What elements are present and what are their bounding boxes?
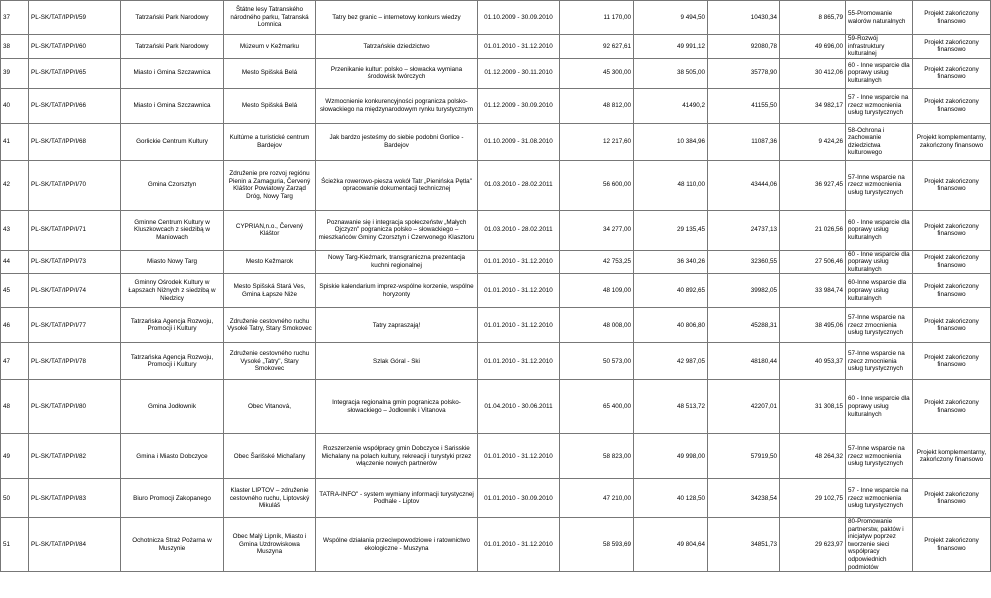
- contracted-amount: 45288,31: [708, 308, 780, 343]
- row-number: 43: [1, 210, 29, 250]
- project-id: PL-SK/TAT/IPP/I/84: [29, 518, 121, 572]
- project-id: PL-SK/TAT/IPP/I/82: [29, 434, 121, 479]
- cross-border-partner: CYPRIAN,n.o., Červený Kláštor: [224, 210, 316, 250]
- cross-border-partner: Obec Malý Lipník, Miasto i Gmina Uzdrowiskowa Muszyna: [224, 518, 316, 572]
- intervention-category: 60 - Inne wsparcie dla poprawy usług kulturalnych: [846, 58, 913, 88]
- total-value: 65 400,00: [560, 380, 634, 434]
- cross-border-partner: Združenie cestovného ruchu Vysoké „Tatry", Stary Smokovec: [224, 343, 316, 380]
- contracted-amount: 34238,54: [708, 479, 780, 518]
- intervention-category: 59-Rozwój infrastruktury kulturalnej: [846, 35, 913, 59]
- intervention-category: 60 - Inne wsparcie dla poprawy usług kulturalnych: [846, 210, 913, 250]
- intervention-category: 57-Inne wsparcie na rzecz zmocnienia usług turystycznych: [846, 343, 913, 380]
- row-number: 41: [1, 123, 29, 160]
- lead-partner: Miasto i Gmina Szczawnica: [121, 58, 224, 88]
- project-status: Projekt zakończony finansowo: [913, 250, 991, 274]
- efrr-amount: 48 513,72: [634, 380, 708, 434]
- paid-amount: 8 865,79: [780, 1, 846, 35]
- project-dates: 01.01.2010 - 31.12.2010: [478, 434, 560, 479]
- project-title: Wspólne działania przeciwpowodziowe i ratownictwo ekologiczne - Muszyna: [316, 518, 478, 572]
- table-row: [1, 434, 991, 479]
- project-title: Integracja regionalna gmin pogranicza polsko-słowackiego – Jodłownik i Vitanova: [316, 380, 478, 434]
- project-dates: 01.04.2010 - 30.06.2011: [478, 380, 560, 434]
- paid-amount: 38 495,06: [780, 308, 846, 343]
- project-status: Projekt komplementarny, zakończony finansowo: [913, 123, 991, 160]
- row-number: 38: [1, 35, 29, 59]
- table-row: [1, 88, 991, 123]
- project-title: Szlak Góral - Ski: [316, 343, 478, 380]
- cross-border-partner: Mesto Kežmarok: [224, 250, 316, 274]
- project-id: PL-SK/TAT/IPP/I/73: [29, 250, 121, 274]
- efrr-amount: 49 998,00: [634, 434, 708, 479]
- efrr-amount: 40 128,50: [634, 479, 708, 518]
- intervention-category: 57 - Inne wsparcie na rzecz wzmocnienia usług turystycznych: [846, 88, 913, 123]
- row-number: 46: [1, 308, 29, 343]
- total-value: 34 277,00: [560, 210, 634, 250]
- efrr-amount: 9 494,50: [634, 1, 708, 35]
- efrr-amount: 29 135,45: [634, 210, 708, 250]
- project-dates: 01.10.2009 - 30.09.2010: [478, 1, 560, 35]
- total-value: 12 217,60: [560, 123, 634, 160]
- efrr-amount: 49 804,64: [634, 518, 708, 572]
- contracted-amount: 32360,55: [708, 250, 780, 274]
- project-id: PL-SK/TAT/IPP/I/74: [29, 274, 121, 308]
- project-dates: 01.12.2009 - 30.11.2010: [478, 58, 560, 88]
- project-title: Tatry zapraszają!: [316, 308, 478, 343]
- contracted-amount: 10430,34: [708, 1, 780, 35]
- contracted-amount: 43444,06: [708, 160, 780, 210]
- total-value: 50 573,00: [560, 343, 634, 380]
- paid-amount: 48 264,32: [780, 434, 846, 479]
- table-row: [1, 35, 991, 59]
- project-dates: 01.01.2010 - 31.12.2010: [478, 35, 560, 59]
- cross-border-partner: Mesto Spišská Belá: [224, 88, 316, 123]
- total-value: 48 812,00: [560, 88, 634, 123]
- row-number: 49: [1, 434, 29, 479]
- project-title: TATRA-INFO" - system wymiany informacji turystycznej Podhale - Liptov: [316, 479, 478, 518]
- contracted-amount: 35778,90: [708, 58, 780, 88]
- total-value: 11 170,00: [560, 1, 634, 35]
- table-row: [1, 250, 991, 274]
- cross-border-partner: Klaster LIPTOV – združenie cestovného ruchu, Liptovský Mikuláš: [224, 479, 316, 518]
- table-row: [1, 380, 991, 434]
- project-status: Projekt zakończony finansowo: [913, 88, 991, 123]
- efrr-amount: 10 384,96: [634, 123, 708, 160]
- intervention-category: 57-Inne wsparcie na rzecz wzmocnienia usług turystycznych: [846, 160, 913, 210]
- project-id: PL-SK/TAT/IPP/I/66: [29, 88, 121, 123]
- paid-amount: 9 424,26: [780, 123, 846, 160]
- project-title: Tatry bez granic – internetowy konkurs wiedzy: [316, 1, 478, 35]
- total-value: 58 593,69: [560, 518, 634, 572]
- contracted-amount: 39982,05: [708, 274, 780, 308]
- project-title: Rozszerzenie współpracy gmin Dobczyce i Sarisskie Michalany na polach kultury, rekreacji i turystyki przez włączenie nowych partnerów: [316, 434, 478, 479]
- lead-partner: Ochotnicza Straż Pożarna w Muszynie: [121, 518, 224, 572]
- row-number: 37: [1, 1, 29, 35]
- intervention-category: 57-Inne wsparcie na rzecz wzmocnienia usług turystycznych: [846, 434, 913, 479]
- project-id: PL-SK/TAT/IPP/I/59: [29, 1, 121, 35]
- intervention-category: 60 - Inne wsparcie dla poprawy usług kulturalnych: [846, 250, 913, 274]
- row-number: 44: [1, 250, 29, 274]
- intervention-category: 57 - Inne wsparcie na rzecz wzmocnienia usług turystycznych: [846, 479, 913, 518]
- row-number: 40: [1, 88, 29, 123]
- lead-partner: Tatrzańska Agencja Rozwoju, Promocji i Kultury: [121, 343, 224, 380]
- paid-amount: 29 102,75: [780, 479, 846, 518]
- project-dates: 01.01.2010 - 31.12.2010: [478, 274, 560, 308]
- row-number: 48: [1, 380, 29, 434]
- contracted-amount: 41155,50: [708, 88, 780, 123]
- projects-table-body: [1, 1, 991, 572]
- project-status: Projekt zakończony finansowo: [913, 343, 991, 380]
- table-row: [1, 123, 991, 160]
- project-status: Projekt zakończony finansowo: [913, 479, 991, 518]
- table-row: [1, 58, 991, 88]
- row-number: 45: [1, 274, 29, 308]
- row-number: 50: [1, 479, 29, 518]
- project-dates: 01.12.2009 - 30.09.2010: [478, 88, 560, 123]
- paid-amount: 21 026,56: [780, 210, 846, 250]
- efrr-amount: 40 892,65: [634, 274, 708, 308]
- project-dates: 01.03.2010 - 28.02.2011: [478, 210, 560, 250]
- project-id: PL-SK/TAT/IPP/I/77: [29, 308, 121, 343]
- lead-partner: Gorlickie Centrum Kultury: [121, 123, 224, 160]
- contracted-amount: 48180,44: [708, 343, 780, 380]
- efrr-amount: 38 505,00: [634, 58, 708, 88]
- contracted-amount: 24737,13: [708, 210, 780, 250]
- efrr-amount: 36 340,26: [634, 250, 708, 274]
- paid-amount: 40 953,37: [780, 343, 846, 380]
- paid-amount: 29 623,97: [780, 518, 846, 572]
- intervention-category: 80-Promowanie partnerstw, paktów i inicjatyw poprzez tworzenie sieci współpracy odpowiednich podmiotów: [846, 518, 913, 572]
- project-dates: 01.10.2009 - 31.08.2010: [478, 123, 560, 160]
- contracted-amount: 42207,01: [708, 380, 780, 434]
- project-status: Projekt zakończony finansowo: [913, 518, 991, 572]
- efrr-amount: 42 987,05: [634, 343, 708, 380]
- project-dates: 01.01.2010 - 31.12.2010: [478, 518, 560, 572]
- contracted-amount: 34851,73: [708, 518, 780, 572]
- project-id: PL-SK/TAT/IPP/I/70: [29, 160, 121, 210]
- efrr-amount: 49 991,12: [634, 35, 708, 59]
- table-row: [1, 518, 991, 572]
- lead-partner: Gminny Ośrodek Kultury w Łapszach Niżnych z siedzibą w Niedzicy: [121, 274, 224, 308]
- project-status: Projekt zakończony finansowo: [913, 274, 991, 308]
- lead-partner: Gmina Czorsztyn: [121, 160, 224, 210]
- paid-amount: 31 308,15: [780, 380, 846, 434]
- project-title: Tatrzańskie dziedzictwo: [316, 35, 478, 59]
- paid-amount: 34 982,17: [780, 88, 846, 123]
- project-id: PL-SK/TAT/IPP/I/80: [29, 380, 121, 434]
- project-title: Przenikanie kultur: polsko – słowacka wymiana środowisk twórczych: [316, 58, 478, 88]
- project-title: Wzmocnienie konkurencyjności pogranicza polsko-słowackiego na międzynarodowym rynku turystycznym: [316, 88, 478, 123]
- project-title: Jak bardzo jesteśmy do siebie podobni Gorlice - Bardejov: [316, 123, 478, 160]
- table-row: [1, 479, 991, 518]
- contracted-amount: 57919,50: [708, 434, 780, 479]
- cross-border-partner: Mesto Spišská Belá: [224, 58, 316, 88]
- project-dates: 01.01.2010 - 31.12.2010: [478, 308, 560, 343]
- cross-border-partner: Štátne lesy Tatranského národného parku, Tatranská Lomnica: [224, 1, 316, 35]
- project-title: Poznawanie się i integracja społeczeństw „Małych Ojczyzn" pogranicza polsko – słowackiego – mieszkańców Gminy Czorsztyn i Czerwonego Klasztoru: [316, 210, 478, 250]
- lead-partner: Biuro Promocji Zakopanego: [121, 479, 224, 518]
- project-status: Projekt komplementarny, zakończony finansowo: [913, 434, 991, 479]
- cross-border-partner: Združenie cestovného ruchu Vysoké Tatry, Stary Smokovec: [224, 308, 316, 343]
- paid-amount: 33 984,74: [780, 274, 846, 308]
- intervention-category: 55-Promowanie walorów naturalnych: [846, 1, 913, 35]
- table-row: [1, 308, 991, 343]
- efrr-amount: 41490,2: [634, 88, 708, 123]
- project-id: PL-SK/TAT/IPP/I/65: [29, 58, 121, 88]
- paid-amount: 27 506,46: [780, 250, 846, 274]
- project-dates: 01.03.2010 - 28.02.2011: [478, 160, 560, 210]
- paid-amount: 30 412,06: [780, 58, 846, 88]
- cross-border-partner: Obec Vitanová,: [224, 380, 316, 434]
- total-value: 58 823,00: [560, 434, 634, 479]
- project-status: Projekt zakończony finansowo: [913, 380, 991, 434]
- total-value: 47 210,00: [560, 479, 634, 518]
- total-value: 48 008,00: [560, 308, 634, 343]
- lead-partner: Tatrzański Park Narodowy: [121, 35, 224, 59]
- row-number: 47: [1, 343, 29, 380]
- lead-partner: Gminne Centrum Kultury w Kluszkowcach z siedzibą w Maniowach: [121, 210, 224, 250]
- project-status: Projekt zakończony finansowo: [913, 308, 991, 343]
- total-value: 45 300,00: [560, 58, 634, 88]
- project-title: Ścieżka rowerowo-piesza wokół Tatr „Pienińska Pętla" opracowanie dokumentacji technicznej: [316, 160, 478, 210]
- contracted-amount: 11087,36: [708, 123, 780, 160]
- efrr-amount: 40 806,80: [634, 308, 708, 343]
- project-status: Projekt zakończony finansowo: [913, 35, 991, 59]
- table-row: [1, 160, 991, 210]
- project-title: Spiskie kalendarium imprez-wspólne korzenie, wspólne horyzonty: [316, 274, 478, 308]
- total-value: 48 109,00: [560, 274, 634, 308]
- row-number: 51: [1, 518, 29, 572]
- lead-partner: Miasto Nowy Targ: [121, 250, 224, 274]
- lead-partner: Tatrzański Park Narodowy: [121, 1, 224, 35]
- paid-amount: 36 927,45: [780, 160, 846, 210]
- intervention-category: 60 - Inne wsparcie dla poprawy usług kulturalnych: [846, 380, 913, 434]
- cross-border-partner: Mesto Spišská Stará Ves, Gmina Łapsze Niże: [224, 274, 316, 308]
- cross-border-partner: Obec Šarišské Michaľany: [224, 434, 316, 479]
- lead-partner: Tatrzańska Agencja Rozwoju, Promocji i Kultury: [121, 308, 224, 343]
- project-status: Projekt zakończony finansowo: [913, 1, 991, 35]
- lead-partner: Miasto i Gmina Szczawnica: [121, 88, 224, 123]
- project-dates: 01.01.2010 - 31.12.2010: [478, 250, 560, 274]
- project-dates: 01.01.2010 - 31.12.2010: [478, 343, 560, 380]
- paid-amount: 49 696,00: [780, 35, 846, 59]
- project-id: PL-SK/TAT/IPP/I/68: [29, 123, 121, 160]
- lead-partner: Gmina i Miasto Dobczyce: [121, 434, 224, 479]
- intervention-category: 57-Inne wsparcie na rzecz zmocnienia usług turystycznych: [846, 308, 913, 343]
- total-value: 42 753,25: [560, 250, 634, 274]
- project-id: PL-SK/TAT/IPP/I/71: [29, 210, 121, 250]
- table-row: [1, 210, 991, 250]
- total-value: 56 600,00: [560, 160, 634, 210]
- cross-border-partner: Kultúrne a turistické centrum Bardejov: [224, 123, 316, 160]
- project-title: Nowy Targ-Kieżmark, transgraniczna prezentacja kuchni regionalnej: [316, 250, 478, 274]
- row-number: 42: [1, 160, 29, 210]
- project-status: Projekt zakończony finansowo: [913, 58, 991, 88]
- project-id: PL-SK/TAT/IPP/I/60: [29, 35, 121, 59]
- project-id: PL-SK/TAT/IPP/I/78: [29, 343, 121, 380]
- intervention-category: 60-Inne wsparcie dla poprawy usług kulturalnych: [846, 274, 913, 308]
- table-row: [1, 343, 991, 380]
- total-value: 92 627,61: [560, 35, 634, 59]
- efrr-amount: 48 110,00: [634, 160, 708, 210]
- project-dates: 01.01.2010 - 30.09.2010: [478, 479, 560, 518]
- project-status: Projekt zakończony finansowo: [913, 210, 991, 250]
- project-id: PL-SK/TAT/IPP/I/83: [29, 479, 121, 518]
- table-row: [1, 274, 991, 308]
- project-status: Projekt zakończony finansowo: [913, 160, 991, 210]
- cross-border-partner: Múzeum v Kežmarku: [224, 35, 316, 59]
- cross-border-partner: Združenie pre rozvoj regiónu Pienin a Zamaguria, Červený Kláštor Powiatowy Zarząd Dróg, Nowy Targ: [224, 160, 316, 210]
- lead-partner: Gmina Jodłownik: [121, 380, 224, 434]
- row-number: 39: [1, 58, 29, 88]
- intervention-category: 58-Ochrona i zachowanie dziedzictwa kulturowego: [846, 123, 913, 160]
- table-row: [1, 1, 991, 35]
- contracted-amount: 92080,78: [708, 35, 780, 59]
